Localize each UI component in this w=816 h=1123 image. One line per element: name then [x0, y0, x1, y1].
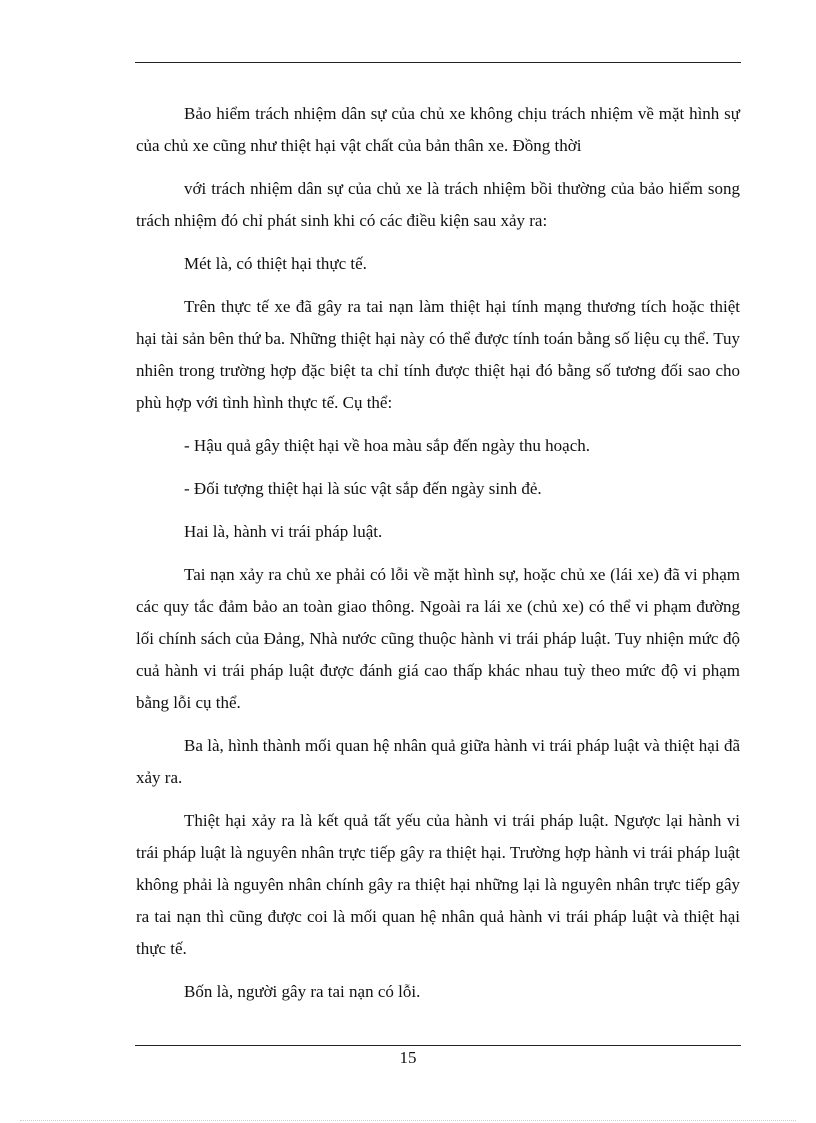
- paragraph: Bảo hiểm trách nhiệm dân sự của chủ xe không chịu trách nhiệm về mặt hình sự của chủ xe cũng như thiệt hại vật chất của bản thân xe. Đồng thời: [136, 104, 740, 155]
- paragraph: Thiệt hại xảy ra là kết quả tất yếu của hành vi trái pháp luật. Ngược lại hành vi trái pháp luật là nguyên nhân trực tiếp gây ra thiệt hại. Trường hợp hành vi trái pháp luật không phải là nguyên nhân chính gây ra thiệt hại những lại là nguyên nhân trực tiếp gây ra tai nạn thì cũng được coi là mối quan hệ nhân quả hành vi trái pháp luật và thiệt hại thực tế.: [136, 811, 740, 958]
- paragraph-heading: Mét là, có thiệt hại thực tế.: [184, 254, 367, 273]
- list-item: - Đối tượng thiệt hại là súc vật sắp đến ngày sinh đẻ.: [184, 479, 542, 498]
- document-body: [136, 98, 740, 1008]
- list-item: - Hậu quả gây thiệt hại về hoa màu sắp đến ngày thu hoạch.: [184, 436, 590, 455]
- paragraph-heading: Ba là, hình thành mối quan hệ nhân quả giữa hành vi trái pháp luật và thiệt hại đã xảy ra.: [136, 736, 740, 787]
- paragraph-heading: Hai là, hành vi trái pháp luật.: [184, 522, 383, 541]
- page-edge-divider: [20, 1120, 796, 1121]
- paragraph: với trách nhiệm dân sự của chủ xe là trách nhiệm bồi thường của bảo hiểm song trách nhiệm đó chỉ phát sinh khi có các điều kiện sau xảy ra:: [136, 179, 740, 230]
- paragraph: Tai nạn xảy ra chủ xe phải có lỗi về mặt hình sự, hoặc chủ xe (lái xe) đã vi phạm các quy tắc đảm bảo an toàn giao thông. Ngoài ra lái xe (chủ xe) có thể vi phạm đường lối chính sách của Đảng, Nhà nước cũng thuộc hành vi trái pháp luật. Tuy nhiện mức độ cuả hành vi trái pháp luật được đánh giá cao thấp khác nhau tuỳ theo mức độ vi phạm bằng lỗi cụ thể.: [136, 565, 740, 712]
- header-rule: [135, 62, 741, 63]
- page-number: 15: [399, 1048, 417, 1067]
- paragraph: Trên thực tế xe đã gây ra tai nạn làm thiệt hại tính mạng thương tích hoặc thiệt hại tài sản bên thứ ba. Những thiệt hại này có thể được tính toán bằng số liệu cụ thể. Tuy nhiên trong trường hợp đặc biệt ta chỉ tính được thiệt hại đó bằng số tương đối sao cho phù hợp với tình hình thực tế. Cụ thể:: [136, 297, 740, 412]
- paragraph-heading: Bốn là, người gây ra tai nạn có lỗi.: [184, 982, 421, 1001]
